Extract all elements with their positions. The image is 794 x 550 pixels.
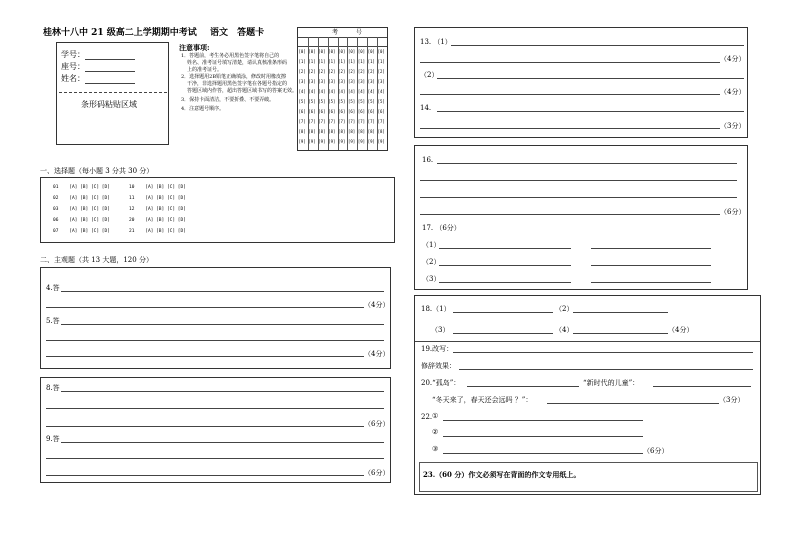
exam-digit-bubble[interactable]: [5] (347, 99, 356, 104)
exam-digit-bubble[interactable]: [2] (338, 69, 346, 74)
exam-digit-bubble[interactable]: [7] (298, 119, 306, 124)
exam-digit-bubble[interactable]: [7] (328, 119, 336, 124)
q17-1-label: （1） (422, 241, 441, 249)
q16-q17-box (414, 145, 748, 290)
exam-digit-bubble[interactable]: [9] (357, 139, 366, 144)
exam-digit-bubble[interactable]: [8] (328, 129, 336, 134)
note-line: 4．注意题号顺序。 (181, 106, 225, 112)
exam-digit-bubble[interactable]: [4] (347, 89, 356, 94)
q17-answer-line[interactable] (439, 265, 571, 266)
notes-title: 注意事项: (179, 43, 210, 52)
q22-label: 22. (421, 413, 433, 421)
exam-digit-bubble[interactable]: [5] (318, 99, 326, 104)
section1-title: 一、选择题（每小题 3 分共 30 分） (40, 167, 154, 175)
q9-points: （6分） (364, 469, 390, 477)
exam-digit-bubble[interactable]: [1] (298, 59, 306, 64)
choice-row[interactable]: 11 [A] [B] [C] [D] (129, 196, 186, 201)
exam-digit-bubble[interactable]: [8] (308, 129, 316, 134)
q13-answer-line[interactable] (451, 45, 744, 46)
q18-2-label: （2） (555, 305, 574, 313)
q19-label: 19.改写： (421, 345, 454, 353)
note-line: 答题区域内作答，超出答题区域书写的答案无效。 (187, 88, 298, 94)
exam-digit-bubble[interactable]: [6] (298, 109, 306, 114)
q19-effect-label: 修辞效果： (421, 362, 456, 370)
q14-answer-line[interactable] (437, 111, 744, 112)
exam-digit-bubble[interactable]: [5] (328, 99, 336, 104)
exam-digit-bubble[interactable]: [5] (308, 99, 316, 104)
exam-digit-bubble[interactable]: [0] (298, 49, 306, 54)
q22-answer-line[interactable] (443, 453, 643, 454)
exam-digit-bubble[interactable]: [0] (377, 49, 385, 54)
exam-digit-bubble[interactable]: [1] (357, 59, 366, 64)
exam-digit-bubble[interactable]: [1] (347, 59, 356, 64)
q18-answer-line[interactable] (453, 333, 553, 334)
choice-row[interactable]: 01 [A] [B] [C] [D] (53, 185, 110, 190)
exam-digit-bubble[interactable]: [8] (338, 129, 346, 134)
exam-digit-bubble[interactable]: [8] (298, 129, 306, 134)
q18-3-label: （3） (431, 326, 450, 334)
exam-digit-bubble[interactable]: [3] (328, 79, 336, 84)
exam-digit-bubble[interactable]: [9] (318, 139, 326, 144)
q22-answer-line[interactable] (443, 436, 643, 437)
q9-answer-line[interactable] (46, 475, 364, 476)
q5-answer-line[interactable] (61, 324, 384, 325)
choice-row[interactable]: 06 [A] [B] [C] [D] (53, 218, 110, 223)
exam-digit-bubble[interactable]: [6] (328, 109, 336, 114)
q14-points: （3分） (720, 122, 746, 130)
choice-row[interactable]: 07 [A] [B] [C] [D] (53, 229, 110, 234)
q13-answer-line[interactable] (437, 78, 744, 79)
note-line: 上的准考证号。 (187, 67, 223, 73)
exam-digit-bubble[interactable]: [2] (367, 69, 375, 74)
exam-digit-bubble[interactable]: [6] (308, 109, 316, 114)
choice-row[interactable]: 12 [A] [B] [C] [D] (129, 207, 186, 212)
essay-note-box (419, 462, 758, 492)
exam-digit-bubble[interactable]: [9] (328, 139, 336, 144)
q13-2-label: （2） (420, 71, 439, 79)
q13-q14-box (414, 27, 748, 138)
exam-digit-bubble[interactable]: [7] (347, 119, 356, 124)
q19-answer-line[interactable] (453, 352, 753, 353)
choice-row[interactable]: 10 [A] [B] [C] [D] (129, 185, 186, 190)
student-id-field[interactable] (85, 59, 135, 60)
student-id-label: 学号： (61, 50, 85, 59)
exam-digit-bubble[interactable]: [3] (338, 79, 346, 84)
q20-answer-line[interactable] (547, 403, 719, 404)
exam-digit-bubble[interactable]: [2] (318, 69, 326, 74)
q20b-label: “新时代的儿童”： (583, 379, 640, 387)
choice-row[interactable]: 02 [A] [B] [C] [D] (53, 196, 110, 201)
exam-digit-bubble[interactable]: [0] (328, 49, 336, 54)
q16-points: （6分） (720, 208, 746, 216)
q16-answer-line[interactable] (420, 197, 737, 198)
exam-digit-bubble[interactable]: [1] (367, 59, 375, 64)
q13-2-points: （4分） (720, 88, 746, 96)
q13-answer-line[interactable] (420, 62, 720, 63)
exam-digit-bubble[interactable]: [1] (328, 59, 336, 64)
q23-note: 23.（60 分）作文必须写在背面的作文专用纸上。 (423, 470, 581, 479)
exam-digit-bubble[interactable]: [3] (357, 79, 366, 84)
exam-digit-bubble[interactable]: [8] (318, 129, 326, 134)
section2-title: 二、主观题（共 13 大题，120 分） (40, 256, 153, 264)
q18-answer-line[interactable] (573, 333, 668, 334)
choice-row[interactable]: 20 [A] [B] [C] [D] (129, 218, 186, 223)
q19-answer-line[interactable] (459, 369, 753, 370)
q16-answer-line[interactable] (420, 180, 737, 181)
exam-digit-bubble[interactable]: [7] (308, 119, 316, 124)
q4-points: （4分） (364, 301, 390, 309)
exam-number-grid (297, 27, 388, 151)
name-label: 姓名： (61, 74, 85, 83)
exam-digit-bubble[interactable]: [3] (308, 79, 316, 84)
exam-digit-bubble[interactable]: [5] (367, 99, 375, 104)
q8-q9-box (40, 377, 391, 483)
q18-4-label: （4） (555, 326, 574, 334)
q18-q23-box (414, 295, 761, 495)
q18-answer-line[interactable] (453, 312, 553, 313)
choice-row[interactable]: 03 [A] [B] [C] [D] (53, 207, 110, 212)
q8-answer-line[interactable] (46, 426, 364, 427)
q17-answer-line[interactable] (439, 248, 571, 249)
exam-digit-bubble[interactable]: [9] (377, 139, 385, 144)
q8-label: 8.答 (46, 384, 60, 392)
exam-digit-bubble[interactable]: [2] (347, 69, 356, 74)
q20-answer-line[interactable] (467, 386, 579, 387)
exam-digit-bubble[interactable]: [6] (318, 109, 326, 114)
q13-1-points: （4分） (720, 55, 746, 63)
exam-digit-bubble[interactable]: [5] (298, 99, 306, 104)
exam-digit-bubble[interactable]: [7] (338, 119, 346, 124)
exam-digit-bubble[interactable]: [7] (377, 119, 385, 124)
q17-3-label: （3） (422, 275, 441, 283)
barcode-area: 条形码粘贴区域 (81, 100, 137, 109)
exam-number-label: 考 号 (332, 29, 370, 36)
card-title: 答题卡 (237, 28, 265, 38)
exam-digit-bubble[interactable]: [3] (298, 79, 306, 84)
q14-label: 14. (420, 104, 432, 112)
exam-digit-bubble[interactable]: [4] (308, 89, 316, 94)
q13-label: 13. （1） (420, 38, 452, 46)
exam-digit-bubble[interactable]: [7] (357, 119, 366, 124)
exam-digit-bubble[interactable]: [4] (357, 89, 366, 94)
exam-digit-bubble[interactable]: [7] (318, 119, 326, 124)
q13-answer-line[interactable] (420, 94, 720, 95)
choice-box (40, 177, 395, 243)
exam-digit-bubble[interactable]: [0] (367, 49, 375, 54)
exam-digit-bubble[interactable]: [9] (367, 139, 375, 144)
q20-points: （3分） (719, 396, 745, 404)
exam-digit-bubble[interactable]: [4] (367, 89, 375, 94)
note-line: 干净，非选择题用黑色签字笔在各题号指定的 (187, 81, 288, 87)
exam-digit-bubble[interactable]: [6] (377, 109, 385, 114)
exam-title: 桂林十八中 21 级高二上学期期中考试 (43, 28, 197, 38)
note-line: 姓名、准考证号填写清楚，请认真核准条形码 (187, 60, 288, 66)
exam-digit-bubble[interactable]: [9] (347, 139, 356, 144)
exam-subject: 语文 (209, 28, 228, 38)
q9-label: 9.答 (46, 435, 60, 443)
exam-digit-bubble[interactable]: [2] (308, 69, 316, 74)
q4-answer-line[interactable] (46, 307, 364, 308)
q22-circle-1: ① (432, 412, 439, 420)
exam-digit-bubble[interactable]: [2] (377, 69, 385, 74)
student-info-box (56, 42, 169, 145)
exam-digit-bubble[interactable]: [4] (338, 89, 346, 94)
exam-digit-bubble[interactable]: [5] (357, 99, 366, 104)
seat-no-label: 座号： (61, 62, 85, 71)
q4-q5-box (40, 267, 391, 369)
choice-row[interactable]: 21 [A] [B] [C] [D] (129, 229, 186, 234)
exam-digit-bubble[interactable]: [6] (367, 109, 375, 114)
q20-answer-line[interactable] (653, 386, 751, 387)
note-line: 1．答题前，考生务必用黑色签字笔将自己的 (181, 53, 280, 59)
exam-digit-bubble[interactable]: [9] (338, 139, 346, 144)
exam-digit-bubble[interactable]: [0] (347, 49, 356, 54)
exam-digit-bubble[interactable]: [5] (338, 99, 346, 104)
q17-answer-line[interactable] (591, 248, 711, 249)
name-field[interactable] (85, 83, 135, 84)
q18-label: 18.（1） (421, 305, 451, 313)
q18-points: （4分） (668, 326, 694, 334)
seat-no-field[interactable] (85, 71, 135, 72)
exam-digit-bubble[interactable]: [4] (377, 89, 385, 94)
exam-digit-bubble[interactable]: [1] (377, 59, 385, 64)
exam-digit-bubble[interactable]: [0] (318, 49, 326, 54)
exam-digit-bubble[interactable]: [9] (308, 139, 316, 144)
note-line: 3．保持卡面清洁，不要折叠、不要弄破。 (181, 97, 275, 103)
exam-digit-bubble[interactable]: [8] (367, 129, 375, 134)
q5-answer-line[interactable] (46, 340, 384, 341)
q18-answer-line[interactable] (573, 312, 668, 313)
exam-digit-bubble[interactable]: [8] (347, 129, 356, 134)
note-line: 2．选择题用2B铅笔正确填涂，修改时用橡皮擦 (181, 74, 287, 80)
q14-answer-line[interactable] (420, 128, 720, 129)
exam-digit-bubble[interactable]: [9] (298, 139, 306, 144)
q20a-label: 20.“孤岛”： (421, 379, 461, 387)
exam-digit-bubble[interactable]: [6] (338, 109, 346, 114)
exam-digit-bubble[interactable]: [6] (357, 109, 366, 114)
page-title (43, 29, 264, 38)
exam-digit-bubble[interactable]: [2] (298, 69, 306, 74)
exam-digit-bubble[interactable]: [4] (298, 89, 306, 94)
divider (59, 92, 167, 93)
q5-answer-line[interactable] (46, 356, 364, 357)
exam-digit-bubble[interactable]: [4] (318, 89, 326, 94)
q5-label: 5.答 (46, 317, 60, 325)
exam-digit-bubble[interactable]: [2] (328, 69, 336, 74)
q8-answer-line[interactable] (61, 391, 384, 392)
q17-label: 17. （6分） (422, 224, 461, 232)
q16-label: 16. (422, 156, 434, 164)
q17-2-label: （2） (422, 258, 441, 266)
q17-answer-line[interactable] (439, 282, 571, 283)
exam-digit-bubble[interactable]: [4] (328, 89, 336, 94)
divider (415, 341, 760, 342)
exam-digit-bubble[interactable]: [3] (377, 79, 385, 84)
q22-answer-line[interactable] (443, 420, 643, 421)
q22-points: （6分） (643, 447, 669, 455)
exam-digit-bubble[interactable]: [0] (338, 49, 346, 54)
q16-answer-line[interactable] (420, 214, 720, 215)
grid-columns (298, 37, 387, 150)
exam-digit-bubble[interactable]: [3] (318, 79, 326, 84)
exam-digit-bubble[interactable]: [0] (357, 49, 366, 54)
exam-digit-bubble[interactable]: [1] (308, 59, 316, 64)
q22-circle-3: ③ (432, 445, 439, 453)
q22-circle-2: ② (432, 428, 439, 436)
q20c-label: “冬天来了，春天还会远吗 ？”： (432, 396, 533, 404)
q5-points: （4分） (364, 350, 390, 358)
exam-digit-bubble[interactable]: [0] (308, 49, 316, 54)
q4-label: 4.答 (46, 284, 60, 292)
q9-answer-line[interactable] (46, 458, 384, 459)
q4-answer-line[interactable] (61, 291, 384, 292)
exam-digit-bubble[interactable]: [7] (367, 119, 375, 124)
exam-digit-bubble[interactable]: [5] (377, 99, 385, 104)
q9-answer-line[interactable] (61, 442, 384, 443)
exam-digit-bubble[interactable]: [1] (318, 59, 326, 64)
exam-digit-bubble[interactable]: [8] (377, 129, 385, 134)
q16-answer-line[interactable] (437, 163, 737, 164)
q17-answer-line[interactable] (591, 282, 711, 283)
exam-digit-bubble[interactable]: [3] (367, 79, 375, 84)
q17-answer-line[interactable] (591, 265, 711, 266)
exam-digit-bubble[interactable]: [8] (357, 129, 366, 134)
exam-digit-bubble[interactable]: [1] (338, 59, 346, 64)
exam-digit-bubble[interactable]: [6] (347, 109, 356, 114)
exam-digit-bubble[interactable]: [3] (347, 79, 356, 84)
exam-digit-bubble[interactable]: [2] (357, 69, 366, 74)
q8-points: （6分） (364, 420, 390, 428)
q8-answer-line[interactable] (46, 408, 384, 409)
